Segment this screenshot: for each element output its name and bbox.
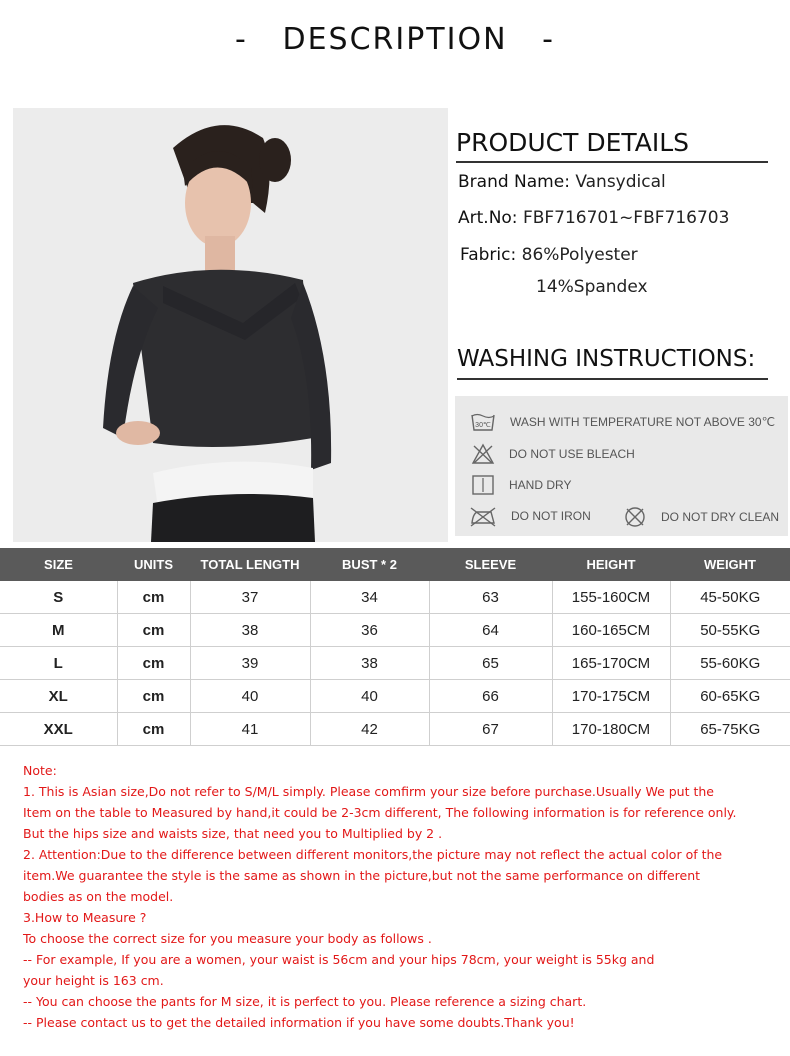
note-line: But the hips size and waists size, that need you to Multiplied by 2 .: [23, 826, 443, 841]
table-header-row: [0, 548, 790, 581]
note-line: 2. Attention:Due to the difference between different monitors,the picture may not reflect the actual color of the: [23, 847, 723, 862]
cell-units: cm: [117, 614, 190, 647]
cell-sleeve: 67: [429, 713, 552, 746]
cell-height: 170-180CM: [552, 713, 670, 746]
col-header-units: UNITS: [117, 548, 190, 581]
fabric-row: [460, 245, 638, 265]
size-table: [0, 548, 790, 746]
cell-height: 165-170CM: [552, 647, 670, 680]
col-header-total-length: TOTAL LENGTH: [190, 548, 310, 581]
wash-row-5: [623, 506, 779, 528]
wash-row-1: [470, 411, 775, 433]
cell-total-length: 38: [190, 614, 310, 647]
svg-text:30℃: 30℃: [475, 422, 491, 429]
cell-size: M: [0, 614, 117, 647]
note-line: Note:: [23, 763, 57, 778]
table-row: [0, 713, 790, 746]
cell-weight: 60-65KG: [670, 680, 790, 713]
cell-height: 170-175CM: [552, 680, 670, 713]
note-line: To choose the correct size for you measure your body as follows .: [23, 931, 432, 946]
cell-total-length: 40: [190, 680, 310, 713]
fabric-label: Fabric:: [460, 245, 517, 265]
cell-size: XL: [0, 680, 117, 713]
col-header-sleeve: SLEEVE: [429, 548, 552, 581]
cell-bust: 40: [310, 680, 429, 713]
cell-size: L: [0, 647, 117, 680]
fabric-value-2: 14%Spandex: [536, 277, 648, 297]
wash-label: WASH WITH TEMPERATURE NOT ABOVE 30℃: [510, 415, 776, 429]
note-line: -- For example, If you are a women, your waist is 56cm and your hips 78cm, your weight is 55kg and: [23, 952, 655, 967]
art-value: FBF716701~FBF716703: [522, 208, 730, 228]
cell-bust: 34: [310, 581, 429, 614]
table-row: [0, 581, 790, 614]
wash-row-3: [471, 474, 571, 496]
note-line: 3.How to Measure ?: [23, 910, 147, 925]
note-line: Item on the table to Measured by hand,it could be 2-3cm different, The following information is for reference only.: [23, 805, 737, 820]
note-line: -- You can choose the pants for M size, it is perfect to you. Please reference a sizing chart.: [23, 994, 587, 1009]
art-row: [458, 208, 729, 228]
art-label: Art.No:: [458, 208, 518, 228]
cell-weight: 55-60KG: [670, 647, 790, 680]
model-photo: [13, 108, 448, 542]
no-iron-icon: [469, 505, 497, 527]
cell-units: cm: [117, 647, 190, 680]
washing-instructions-box: [455, 396, 788, 536]
notes-section: [23, 760, 783, 1033]
note-line: bodies as on the model.: [23, 889, 174, 904]
note-line: -- Please contact us to get the detailed information if you have some doubts.Thank you!: [23, 1015, 575, 1030]
hand-dry-icon: [471, 474, 495, 496]
note-line: 1. This is Asian size,Do not refer to S/M/L simply. Please comfirm your size before purchase.Usually We put the: [23, 784, 714, 799]
cell-weight: 50-55KG: [670, 614, 790, 647]
wash-30-icon: [470, 411, 496, 433]
cell-size: S: [0, 581, 117, 614]
cell-units: cm: [117, 581, 190, 614]
cell-bust: 36: [310, 614, 429, 647]
no-bleach-icon: [471, 443, 495, 465]
cell-total-length: 37: [190, 581, 310, 614]
brand-value: Vansydical: [575, 172, 666, 192]
cell-units: cm: [117, 713, 190, 746]
col-header-weight: WEIGHT: [670, 548, 790, 581]
col-header-bust: BUST * 2: [310, 548, 429, 581]
no-dry-clean-icon: [623, 506, 647, 528]
cell-total-length: 41: [190, 713, 310, 746]
table-row: [0, 614, 790, 647]
cell-bust: 42: [310, 713, 429, 746]
cell-bust: 38: [310, 647, 429, 680]
col-header-height: HEIGHT: [552, 548, 670, 581]
page-title: - DESCRIPTION -: [235, 22, 555, 57]
washing-heading: WASHING INSTRUCTIONS:: [457, 346, 768, 380]
cell-weight: 65-75KG: [670, 713, 790, 746]
no-dry-clean-label: DO NOT DRY CLEAN: [661, 510, 780, 524]
wash-row-2: [471, 443, 635, 465]
brand-label: Brand Name:: [458, 172, 570, 192]
no-iron-label: DO NOT IRON: [511, 509, 591, 523]
wash-row-4: [469, 505, 591, 527]
cell-total-length: 39: [190, 647, 310, 680]
brand-row: [458, 172, 666, 192]
cell-sleeve: 64: [429, 614, 552, 647]
fabric-value-1: 86%Polyester: [521, 245, 638, 265]
cell-units: cm: [117, 680, 190, 713]
note-line: item.We guarantee the style is the same as shown in the picture,but not the same performance on different: [23, 868, 701, 883]
table-row: [0, 647, 790, 680]
hand-dry-label: HAND DRY: [509, 478, 572, 492]
table-row: [0, 680, 790, 713]
cell-height: 160-165CM: [552, 614, 670, 647]
product-details-heading: PRODUCT DETAILS: [456, 128, 768, 163]
cell-weight: 45-50KG: [670, 581, 790, 614]
cell-sleeve: 65: [429, 647, 552, 680]
no-bleach-label: DO NOT USE BLEACH: [509, 447, 635, 461]
cell-sleeve: 63: [429, 581, 552, 614]
cell-height: 155-160CM: [552, 581, 670, 614]
col-header-size: SIZE: [0, 548, 117, 581]
cell-size: XXL: [0, 713, 117, 746]
cell-sleeve: 66: [429, 680, 552, 713]
note-line: your height is 163 cm.: [23, 973, 164, 988]
